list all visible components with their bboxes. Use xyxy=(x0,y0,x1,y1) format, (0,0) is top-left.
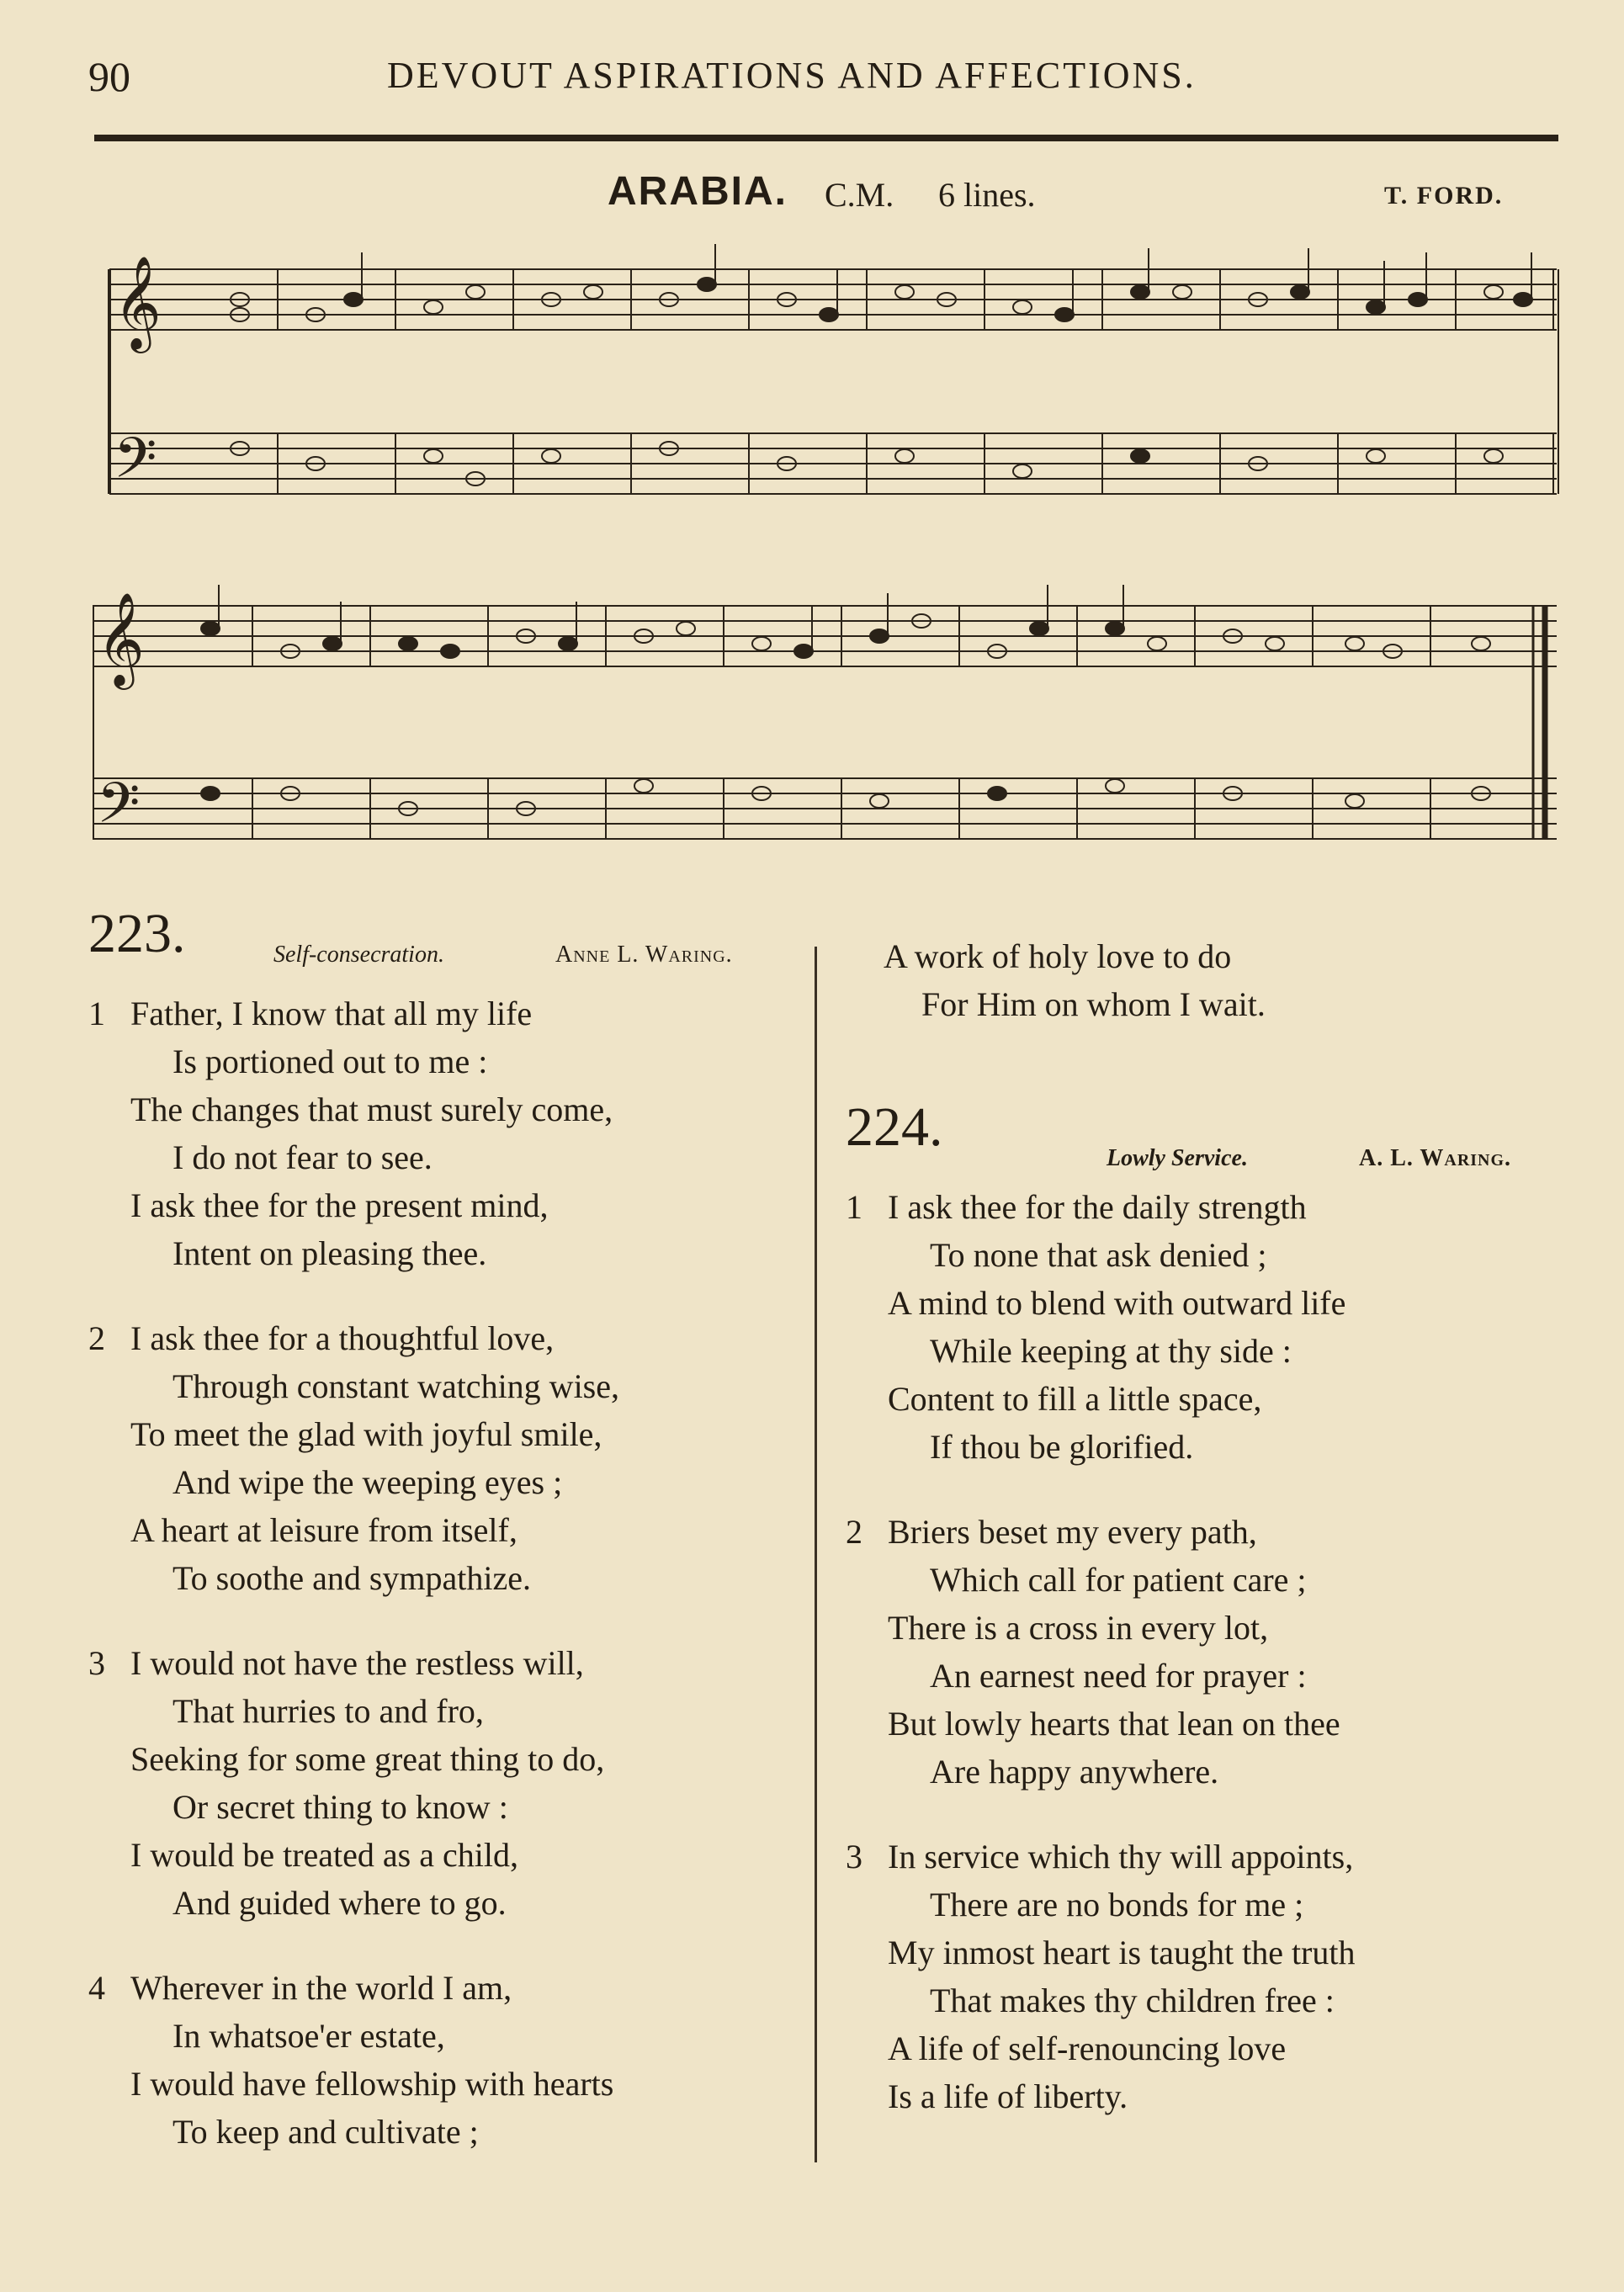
verse-line: Intent on pleasing thee. xyxy=(172,1234,487,1272)
verse-line: That makes thy children free : xyxy=(930,1982,1335,2019)
verse-line: To meet the glad with joyful smile, xyxy=(130,1415,602,1453)
stanza-2 xyxy=(88,1314,812,1602)
hymn-author: A. L. Waring. xyxy=(1359,1145,1512,1171)
verse-line: Through constant watching wise, xyxy=(172,1367,619,1405)
hymn-number: 223. xyxy=(88,903,186,964)
treble-clef-icon: 𝄞 xyxy=(114,255,162,349)
hymn-theme: Self-consecration. xyxy=(273,942,444,968)
verse-line: There are no bonds for me ; xyxy=(930,1886,1304,1923)
verse-line: I would have fellowship with hearts xyxy=(130,2065,614,2103)
notes-2 xyxy=(201,614,1490,815)
verse-line: I do not fear to see. xyxy=(172,1138,433,1176)
bass-clef-icon: 𝄢 xyxy=(114,426,157,504)
verse-line: A work of holy love to do xyxy=(884,937,1232,975)
verse-line: An earnest need for prayer : xyxy=(930,1657,1307,1695)
stanza-4 xyxy=(88,1964,812,2156)
verse-line: Wherever in the world I am, xyxy=(130,1969,512,2007)
hymn-223-heading xyxy=(88,903,812,976)
verse-line: I would not have the restless will, xyxy=(130,1644,584,1682)
treble-clef-icon-2: 𝄞 xyxy=(97,592,145,686)
running-head xyxy=(88,52,1595,103)
notes-1 xyxy=(231,278,1532,485)
stanza-1 xyxy=(846,1183,1586,1471)
stanza-number: 4 xyxy=(88,1969,105,2007)
verse-line: There is a cross in every lot, xyxy=(888,1609,1269,1647)
music-system-2 xyxy=(93,555,1574,892)
verse-line: Is a life of liberty. xyxy=(888,2077,1128,2115)
verse-line: I ask thee for the daily strength xyxy=(888,1188,1307,1226)
page-number: 90 xyxy=(88,53,130,100)
stanza-3 xyxy=(846,1833,1586,2120)
verse-line: Briers beset my every path, xyxy=(888,1513,1257,1551)
verse-line: I ask thee for the present mind, xyxy=(130,1186,549,1224)
column-divider xyxy=(815,947,817,2162)
barlines-1 xyxy=(278,269,1553,494)
verse-line: To keep and cultivate ; xyxy=(172,2113,479,2151)
verse-line: I would be treated as a child, xyxy=(130,1836,518,1874)
tune-composer: T. FORD. xyxy=(1384,182,1504,210)
verse-line: Are happy anywhere. xyxy=(930,1753,1219,1791)
hymn-number: 224. xyxy=(846,1096,943,1158)
stanza-number: 3 xyxy=(88,1644,105,1682)
bass-clef-icon-2: 𝄢 xyxy=(97,771,141,849)
verse-line: The changes that must surely come, xyxy=(130,1090,613,1128)
verse-line: In service which thy will appoints, xyxy=(888,1838,1354,1876)
music-system-1 xyxy=(93,236,1574,522)
final-double-bar-2 xyxy=(1533,606,1545,839)
verse-line: And guided where to go. xyxy=(172,1884,507,1922)
verse-line: A mind to blend with outward life xyxy=(888,1284,1346,1322)
verse-line: A life of self-renouncing love xyxy=(888,2029,1287,2067)
verse-line: That hurries to and fro, xyxy=(172,1692,484,1730)
verse-line: Father, I know that all my life xyxy=(130,995,533,1032)
verse-line: Or secret thing to know : xyxy=(172,1788,508,1826)
stems-1 xyxy=(362,244,1531,315)
treble-staff-2 xyxy=(93,606,1557,666)
hymn-224-heading xyxy=(846,1096,1586,1171)
verse-line: For Him on whom I wait. xyxy=(921,985,1266,1023)
hymn-224 xyxy=(846,1096,1586,2120)
stems-2 xyxy=(219,585,1123,651)
stanza-2 xyxy=(846,1508,1586,1796)
verse-line: Content to fill a little space, xyxy=(888,1380,1262,1418)
tune-meter: C.M. xyxy=(825,176,894,214)
verse-line: A heart at leisure from itself, xyxy=(130,1511,517,1549)
verse-line: I ask thee for a thoughtful love, xyxy=(130,1319,555,1357)
stanza-number: 2 xyxy=(88,1319,105,1357)
verse-line: And wipe the weeping eyes ; xyxy=(172,1463,563,1501)
hymn-223 xyxy=(88,903,812,2156)
tune-header xyxy=(0,168,1624,227)
header-rule xyxy=(94,135,1558,141)
stanza-number: 1 xyxy=(88,995,105,1032)
verse-line: To none that ask denied ; xyxy=(930,1236,1267,1274)
verse-line: Is portioned out to me : xyxy=(172,1043,488,1080)
verse-line: In whatsoe'er estate, xyxy=(172,2017,445,2055)
barlines-2 xyxy=(252,606,1430,839)
stanza-number: 2 xyxy=(846,1513,862,1551)
verse-line: My inmost heart is taught the truth xyxy=(888,1934,1356,1971)
verse-line: But lowly hearts that lean on thee xyxy=(888,1705,1340,1743)
running-title: DEVOUT ASPIRATIONS AND AFFECTIONS. xyxy=(387,55,1197,96)
verse-line: While keeping at thy side : xyxy=(930,1332,1292,1370)
bass-staff-2 xyxy=(93,778,1557,839)
verse-line: If thou be glorified. xyxy=(930,1428,1194,1466)
bass-staff-1 xyxy=(109,433,1557,494)
stanza-1 xyxy=(88,989,812,1277)
hymn-author: Anne L. Waring. xyxy=(555,942,733,968)
verse-line: To soothe and sympathize. xyxy=(172,1559,531,1597)
tune-name: ARABIA. xyxy=(608,169,788,214)
tune-lines: 6 lines. xyxy=(938,176,1036,214)
stanza-number: 1 xyxy=(846,1188,862,1226)
stanza-3 xyxy=(88,1639,812,1927)
verse-line: Which call for patient care ; xyxy=(930,1561,1307,1599)
stanza-number: 3 xyxy=(846,1838,862,1876)
hymn-theme: Lowly Service. xyxy=(1107,1145,1248,1171)
verse-line: Seeking for some great thing to do, xyxy=(130,1740,605,1778)
